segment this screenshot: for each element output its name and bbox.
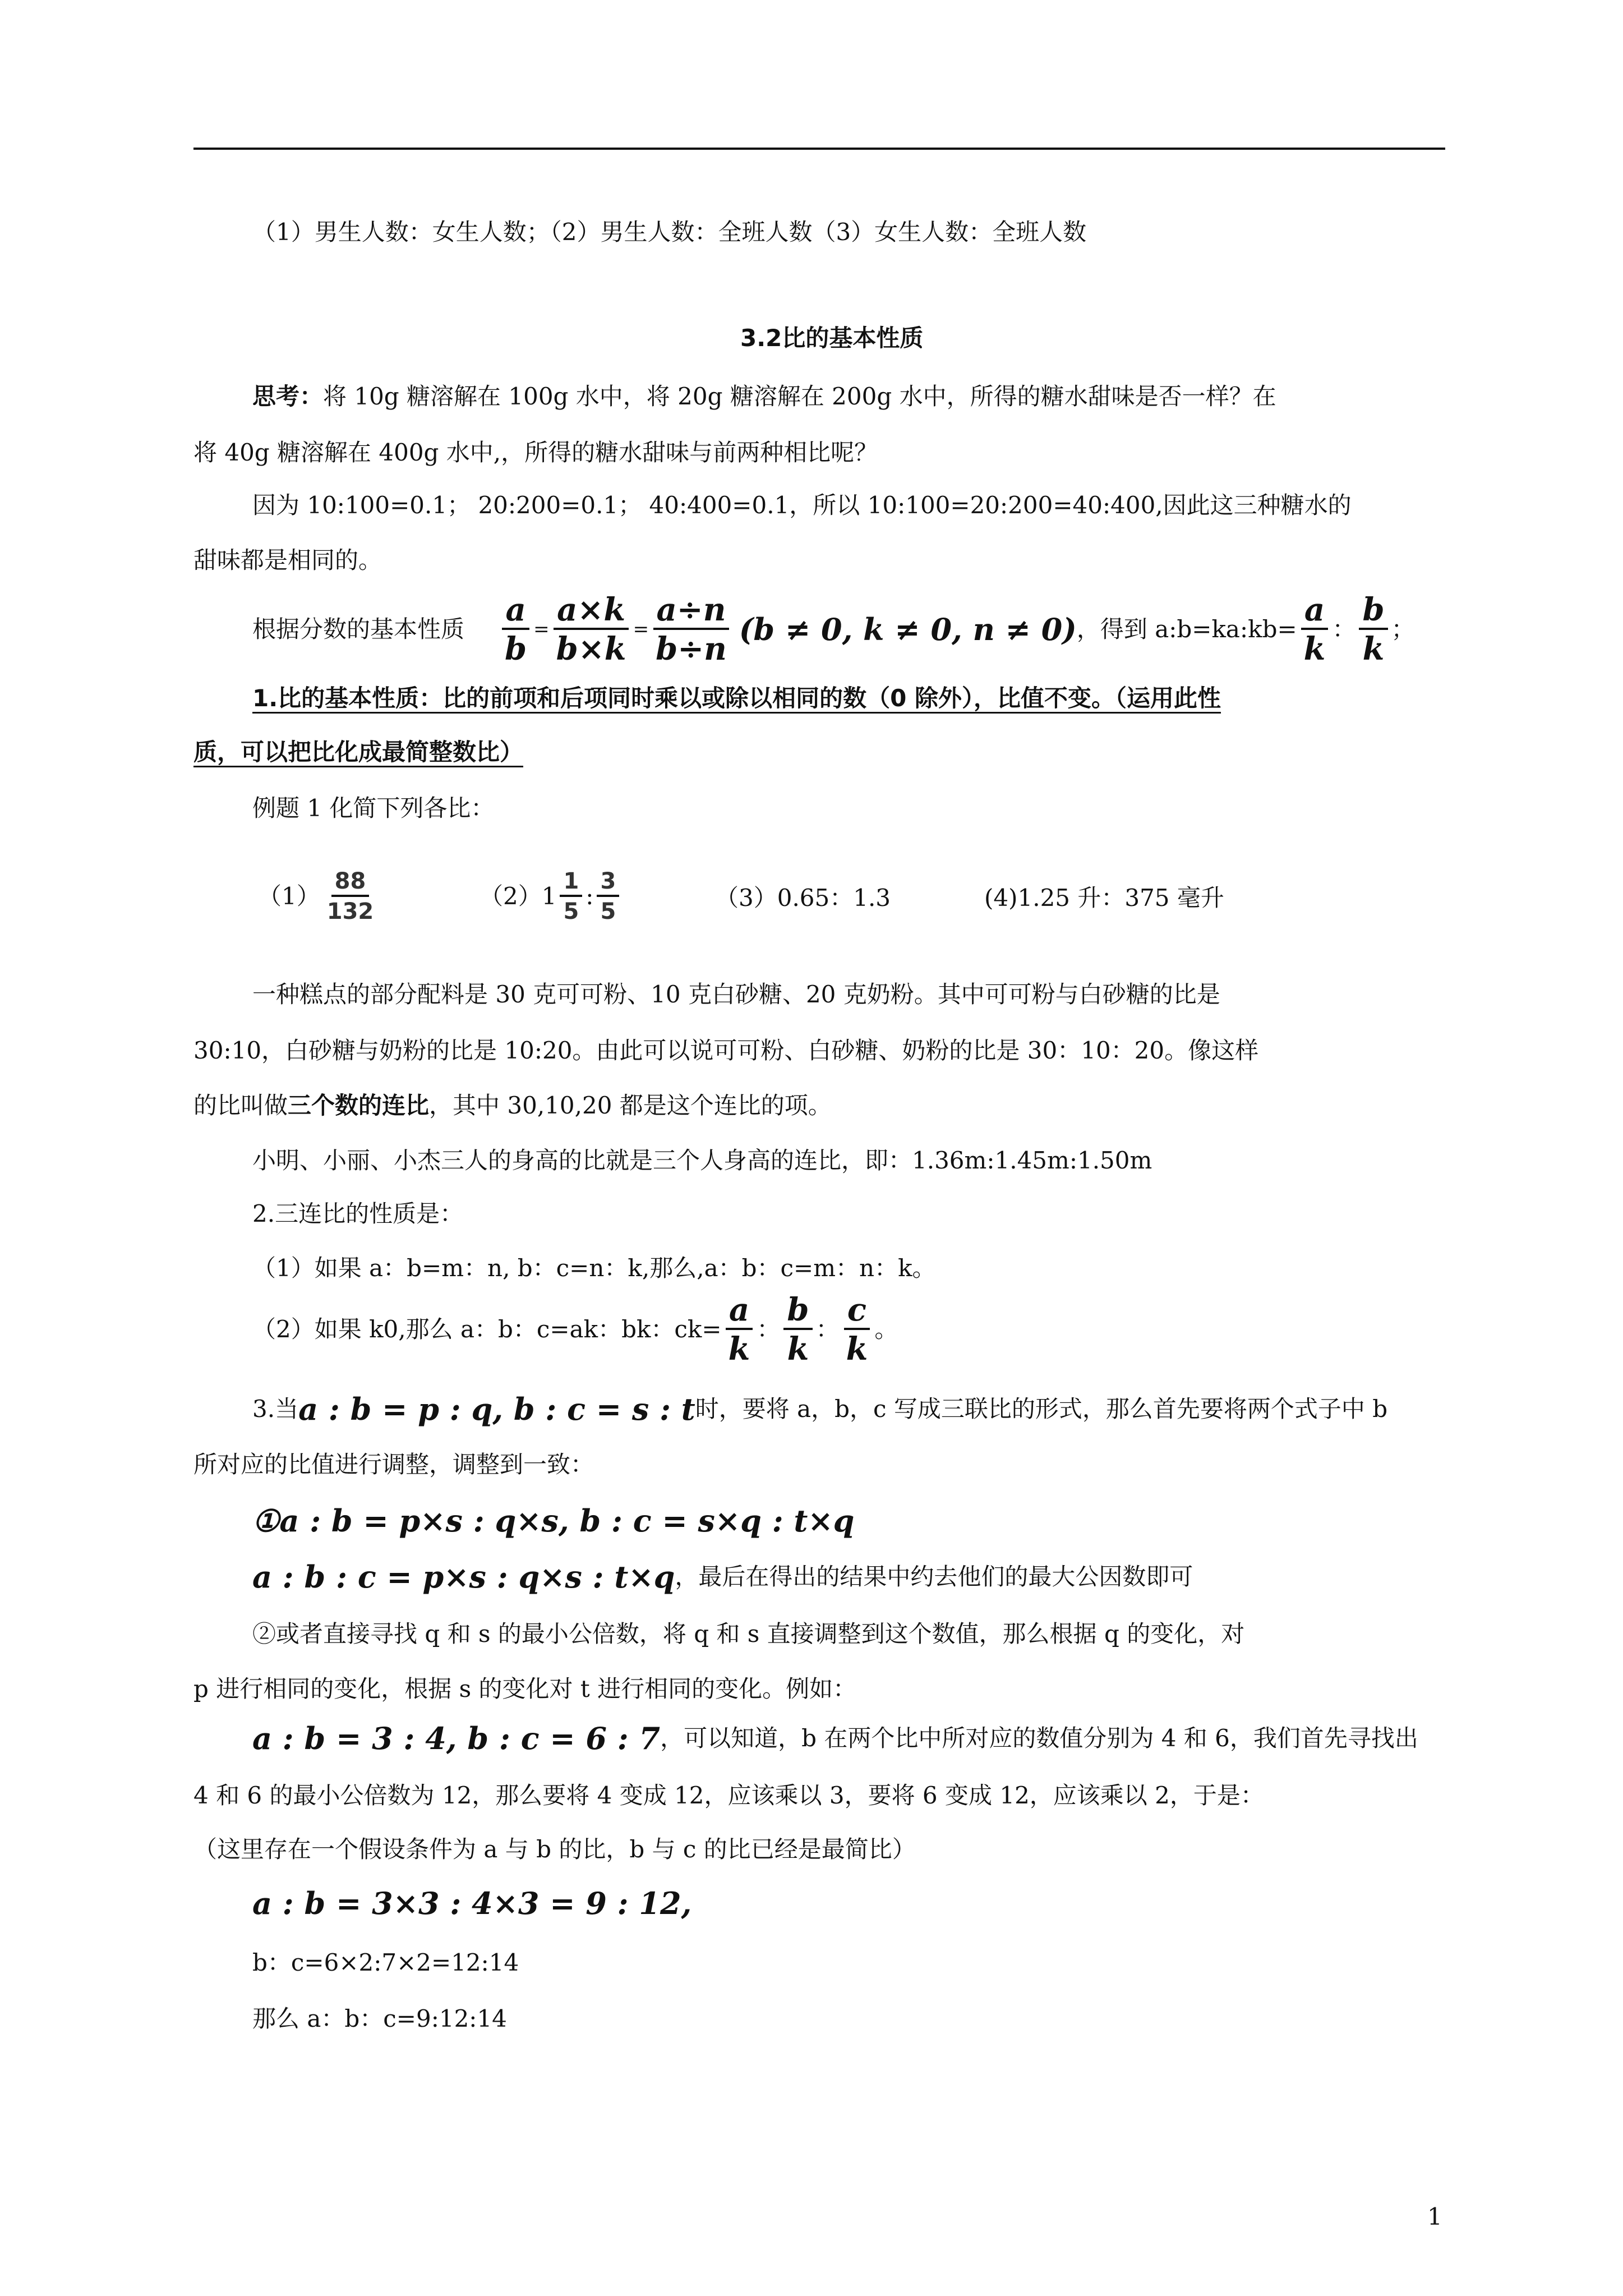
fraction-ak-over-bk: $\frac{a\times k}{b\times k}$	[553, 594, 630, 665]
triple-rule-2-text: （2）如果 k0,那么 a：b：c=ak：bk：ck=	[252, 1315, 722, 1343]
example-1-item-2: （2）1 $\frac{1}{5}$ : $\frac{3}{5}$	[479, 857, 623, 936]
calc-line-3: 那么 a：b：c=9:12:14	[252, 2005, 507, 2032]
example-1-item-1	[258, 857, 380, 936]
think-paragraph-line-1	[252, 385, 1276, 408]
triple-ratio-title: 2.三连比的性质是：	[252, 1200, 464, 1227]
point-3-formula: a : b = p : q, b : c = s : t	[298, 1391, 695, 1427]
cake-line-3-pre: 的比叫做	[193, 1092, 288, 1119]
ex-2-fraction-1: $\frac{1}{5}$	[560, 870, 582, 923]
property-1-line-2: 质，可以把比化成最简整数比）	[193, 738, 524, 766]
example-line-1	[252, 1720, 1418, 1756]
calc-line-2: b：c=6×2:7×2=12:14	[252, 1949, 519, 1976]
example-1-item-4: (4)1.25 升：375 毫升	[984, 884, 1224, 912]
step-1b-formula: a : b : c = p×s : q×s : t×q	[252, 1559, 675, 1595]
because-line-2: 甜味都是相同的。	[193, 546, 382, 574]
cake-line-2: 30:10，白砂糖与奶粉的比是 10:20。由此可以说可可粉、白砂糖、奶粉的比是 30：10：20。像这样	[193, 1037, 1259, 1064]
section-title: 3.2比的基本性质	[740, 324, 924, 352]
step-1-formula: ①a : b = p×s : q×s, b : c = s×q : t×q	[252, 1503, 855, 1539]
continuous-ratio-term: 三个数的连比	[288, 1092, 430, 1119]
example-1-title: 例题 1 化简下列各比：	[252, 794, 495, 822]
fraction-property-label: 根据分数的基本性质	[252, 615, 465, 643]
fraction-an-over-bn: $\frac{a\div n}{b\div n}$	[652, 594, 730, 665]
triple-ratio-rule-2: （2）如果 k0,那么 a：b：c=ak：bk：ck= $\frac{a}{k}$ ： $\frac{b}{k}$ ： $\frac{c}{k}$ 。	[252, 1291, 898, 1368]
fraction-result-prefix: ，得到 a:b=ka:kb=	[1076, 615, 1297, 643]
ex-2-fraction-2: $\frac{3}{5}$	[597, 870, 619, 923]
fraction-a-over-k-2: $\frac{a}{k}$	[725, 1294, 754, 1365]
point-3-line-1	[252, 1391, 1388, 1427]
think-label: 思考：	[252, 383, 324, 410]
ex-1-label: （1）	[258, 882, 320, 910]
ratio-items-line: （1）男生人数：女生人数；（2）男生人数：全班人数（3）女生人数：全班人数	[252, 218, 1087, 246]
fraction-a-over-k: $\frac{a}{k}$	[1301, 594, 1329, 665]
fraction-b-over-k: $\frac{b}{k}$	[1359, 594, 1387, 665]
fraction-c-over-k: $\frac{c}{k}$	[843, 1294, 872, 1365]
step-2-line-1: ②或者直接寻找 q 和 s 的最小公倍数，将 q 和 s 直接调整到这个数值，那么根据 q 的变化，对	[252, 1620, 1245, 1648]
think-paragraph-line-2: 将 40g 糖溶解在 400g 水中,，所得的糖水甜味与前两种相比呢？	[193, 439, 878, 466]
cake-line-1: 一种糕点的部分配料是 30 克可可粉、10 克白砂糖、20 克奶粉。其中可可粉与白砂糖的比是	[252, 981, 1220, 1008]
page-number: 1	[1427, 2203, 1442, 2230]
fraction-a-over-b: $\frac{a}{b}$	[501, 594, 530, 665]
fraction-property-line: 根据分数的基本性质 $\frac{a}{b}$ = $\frac{a\times k}{b\times k}$ = $\frac{a\div n}{b\div n}$ (b ≠ 0, k ≠ 0, n ≠ 0) ，得到 a:b=ka:kb= $\frac{a}{k}$ ： $\frac{b}{k}$ ；	[252, 591, 1415, 668]
point-3-prefix: 3.当	[252, 1395, 299, 1423]
triple-ratio-rule-1: （1）如果 a：b=m：n, b：c=n：k,那么,a：b：c=m：n：k。	[252, 1254, 936, 1282]
point-3-line-2: 所对应的比值进行调整，调整到一致：	[193, 1451, 594, 1478]
because-line-1: 因为 10:100=0.1； 20:200=0.1； 40:400=0.1，所以 10:100=20:200=40:400,因此这三种糖水的	[252, 491, 1352, 519]
fraction-b-over-k-2: $\frac{b}{k}$	[783, 1294, 812, 1365]
cake-line-3	[193, 1094, 832, 1117]
ex-1-fraction: $\frac{88}{132}$	[326, 868, 374, 924]
ex-2-label: （2）1	[479, 882, 557, 910]
step-2-line-2: p 进行相同的变化，根据 s 的变化对 t 进行相同的变化。例如：	[193, 1675, 857, 1703]
example-line-2: 4 和 6 的最小公倍数为 12，那么要将 4 变成 12，应该乘以 3，要将 6 变成 12，应该乘以 2，于是：	[193, 1782, 1264, 1809]
step-1b-text: ，最后在得出的结果中约去他们的最大公因数即可	[675, 1563, 1193, 1590]
example-text: ，可以知道，b 在两个比中所对应的数值分别为 4 和 6，我们首先寻找出	[660, 1724, 1418, 1752]
heights-line: 小明、小丽、小杰三人的身高的比就是三个人身高的连比，即：1.36m:1.45m:1.50m	[252, 1147, 1152, 1174]
calc-formula-1: a : b = 3×3 : 4×3 = 9 : 12,	[252, 1885, 692, 1921]
step-1b-line	[252, 1559, 1193, 1595]
point-3-suffix: 时，要将 a，b，c 写成三联比的形式，那么首先要将两个式子中 b	[695, 1395, 1388, 1423]
think-text-1: 将 10g 糖溶解在 100g 水中，将 20g 糖溶解在 200g 水中，所得的糖水甜味是否一样？在	[323, 383, 1276, 410]
cake-line-3-post: ，其中 30,10,20 都是这个连比的项。	[429, 1092, 832, 1119]
example-line-3: （这里存在一个假设条件为 a 与 b 的比，b 与 c 的比已经是最简比）	[193, 1835, 916, 1863]
property-1-line-1: 1.比的基本性质：比的前项和后项同时乘以或除以相同的数（0 除外），比值不变。（运用此性	[252, 684, 1221, 712]
header-rule	[193, 148, 1445, 150]
fraction-condition: (b ≠ 0, k ≠ 0, n ≠ 0)	[739, 611, 1077, 647]
example-1-item-3: （3）0.65：1.3	[715, 884, 891, 912]
example-formula: a : b = 3 : 4, b : c = 6 : 7	[252, 1720, 661, 1756]
